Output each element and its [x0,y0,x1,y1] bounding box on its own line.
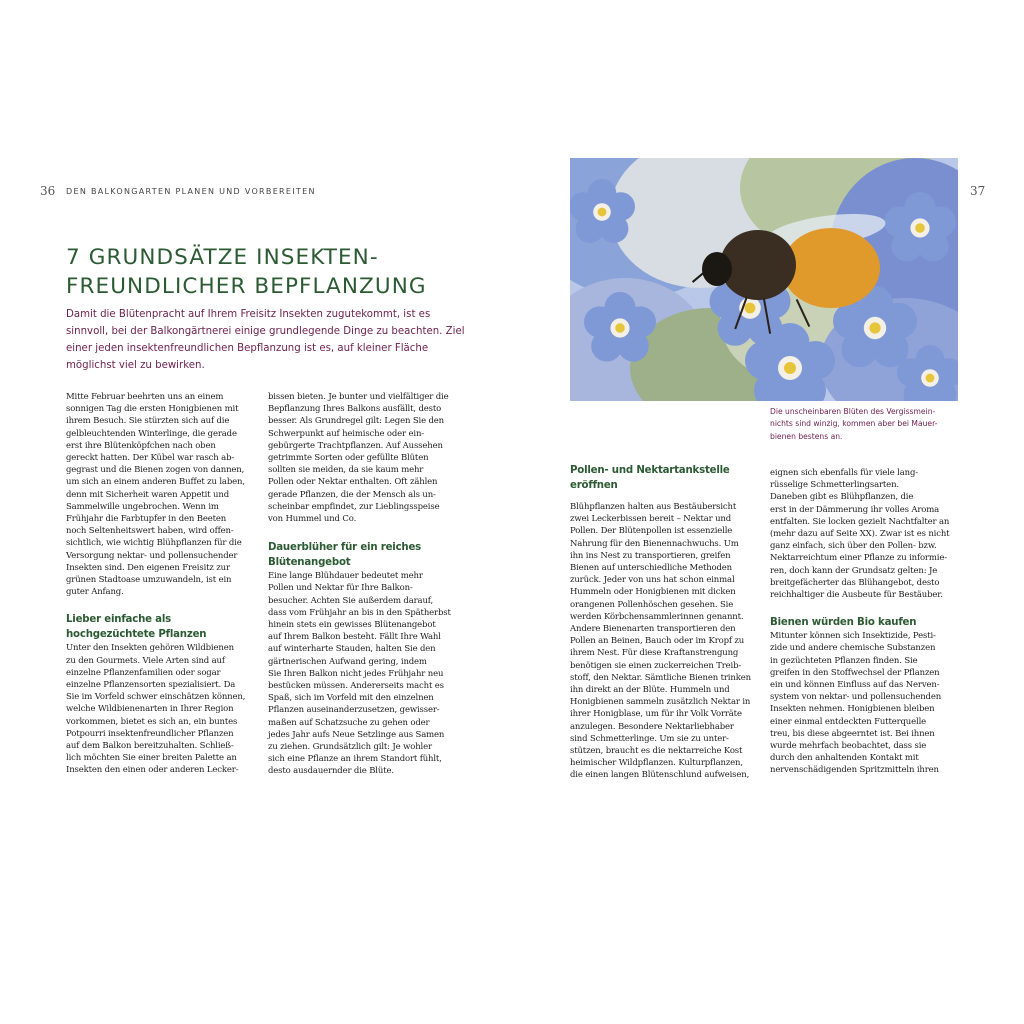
text-column-4 [770,467,960,777]
running-head: DEN BALKONGARTEN PLANEN UND VORBEREITEN [66,187,316,196]
flower-icon [897,345,958,401]
paragraph-bluehdauer: Eine lange Blühdauer bedeutet mehr Pollen und Nektar für Ihre Balkon- besucher. Achten Sie außerdem darauf, dass vom Frühjahr an bis in den Spätherbst hinein stets ein gewisses Blütenangebot auf Ihrem Balkon besteht. Fällt Ihre Wahl auf winterharte Stauden, halten Sie den gärtnerischen Aufwand gering, indem Sie Ihren Balkon nicht jedes Frühjahr neu bestücken müssen. Andererseits macht es Spaß, sich im Vorfeld mit den einzelnen Pflanzen auseinanderzusetzen, gewisser- maßen auf Schatzsuche zu gehen oder jedes Jahr aufs Neue Setzlinge aus Samen zu ziehen. Grundsätzlich gilt: Je wohler sich eine Pflanze an ihrem Standort fühlt, desto ausdauernder die Blüte. [268,571,451,777]
paragraph-continuation: bissen bieten. Je bunter und vielfältiger die Bepflanzung Ihres Balkons ausfällt, desto besser. Als Grundregel gilt: Legen Sie den Schwerpunkt auf heimische oder ein- gebürgerte Trachtpflanzen. Auf Aussehen getrimmte Sorten oder gefüllte Blüten sollten sie meiden, da sie kaum mehr Pollen oder Nektar enthalten. Oft zählen gerade Pflanzen, die der Mensch als un- scheinbar empfindet, zur Lieblingsspeise von Hummel und Co. [268,392,449,525]
paragraph-insektizide: Mitunter können sich Insektizide, Pesti- zide und andere chemische Substanzen in gezüchteten Pflanzen finden. Sie greifen in den Stoffwechsel der Pflanzen ein und können Einfluss auf das Nerven- system von nektar- und pollensuchenden Insekten nehmen. Honigbienen bleiben einer einmal entdeckten Futterquelle treu, bis diese abgeerntet ist. Bei ihnen wurde mehrfach beobachtet, dass sie durch den anhaltenden Kontakt mit nervenschädigenden Spritzmitteln ihren [770,631,942,776]
paragraph-schmetterlinge: eignen sich ebenfalls für viele lang- rüsselige Schmetterlingsarten. Daneben gibt es Blühpflanzen, die erst in der Dämmerung ihr volles Aroma entfalten. Sie locken gezielt Nachtfalter an (mehr dazu auf Seite XX). Zwar ist es nicht ganz einfach, sich über den Pollen- bzw. Nektarreichtum einer Pflanze zu informie- ren, doch kann der Grundsatz gelten: Je breitgefächerter das Blühangebot, desto reichhaltiger die Ausbeute für Bestäuber. [770,468,950,601]
subheading-einfache-pflanzen: Lieber einfache als hochgezüchtete Pflanzen [66,614,207,641]
page-title: 7 GRUNDSÄTZE INSEKTEN- FREUNDLICHER BEPFLANZUNG [66,245,427,299]
text-column-3 [570,463,762,782]
page-number-right: 37 [970,184,986,198]
subheading-nektartankstelle: Pollen- und Nektartankstelle eröffnen [570,465,730,491]
text-column-2 [268,391,464,778]
paragraph-bluehpflanzen: Blühpflanzen halten aus Bestäubersicht zwei Leckerbissen bereit – Nektar und Pollen. Der Blütenpollen ist essenzielle Nahrung für den Bienennachwuchs. Um ihn ins Nest zu transportieren, greifen Bienen auf unterschiedliche Methoden zurück. Jeder von uns hat schon einmal Hummeln oder Honigbienen mit dicken orangenen Pollenhöschen gesehen. Sie werden Körbchensammlerinnen genannt. Andere Bienenarten transportieren den Pollen an Beinen, Bauch oder im Kropf zu ihrem Nest. Für diese Kraftanstrengung benötigen sie einen zuckerreichen Treib- stoff, den Nektar. Sämtliche Bienen trinken ihn direkt an der Blüte. Hummeln und Honigbienen sammeln zusätzlich Nektar in ihrer Honigblase, um für ihr Volk Vorräte anzulegen. Besondere Nektarliebhaber sind Schmetterlinge. Um sie zu unter- stützen, braucht es die nektarreiche Kost heimischer Wildpflanzen. Kulturpflanzen, die einen langen Blütenschlund aufweisen, [570,502,751,781]
flower-icon [570,179,635,245]
photo-caption: Die unscheinbaren Blüten des Vergissmein- nichts sind winzig, kommen aber bei Mauer- bienen bestens an. [770,407,938,441]
lead-paragraph: Damit die Blütenpracht auf Ihrem Freisitz Insekten zugutekommt, ist es sinnvoll, bei der Balkongärtnerei einige grundlegende Dinge zu beachten. Ziel einer jeden insektenfreundlichen Bepflanzung ist es, auf kleiner Fläche möglichst viel zu bewirken. [66,309,465,371]
flower-icon [884,192,956,264]
paragraph-wildbienen: Unter den Insekten gehören Wildbienen zu den Gourmets. Viele Arten sind auf einzelne Pflanzenfamilien oder sogar einzelne Pflanzensorten spezialisiert. Da Sie im Vorfeld schwer einschätzen können, welche Wildbienenarten in Ihrer Region vorkommen, bietet es sich an, ein buntes Potpourri insektenfreundlicher Pflanzen auf dem Balkon bereitzuhalten. Schließ- lich möchten Sie einer breiten Palette an Insekten den einen oder anderen Lecker- [66,643,246,776]
subheading-bio: Bienen würden Bio kaufen [770,617,917,629]
flower-icon [584,292,656,364]
text-column-1 [66,391,262,777]
flower-icon [745,323,835,401]
paragraph-intro: Mitte Februar beehrten uns an einem sonnigen Tag die ersten Honigbienen mit ihrem Besuch. Sie stürzten sich auf die gelbleuchtenden Winterlinge, die gerade erst ihre Blütenköpfchen nach oben gereckt hatten. Der Kübel war rasch ab- gegrast und die Bienen zogen von dannen, um sich an einem anderen Buffet zu laben, denn mit Sicherheit waren Appetit und Sammelwille ungebrochen. Wenn im Frühjahr die Farbtupfer in den Beeten noch Seltenheitswert haben, wird offen- sichtlich, wie wichtig Blühpflanzen für die Versorgung nektar- und pollensuchender Insekten sind. Den eigenen Freisitz zur grünen Stadtoase umzuwandeln, ist ein guter Anfang. [66,392,245,598]
page-number-left: 36 [40,184,56,198]
bee-photo [570,158,958,401]
subheading-dauerblueher: Dauerblüher für ein reiches Blütenangebot [268,542,422,569]
